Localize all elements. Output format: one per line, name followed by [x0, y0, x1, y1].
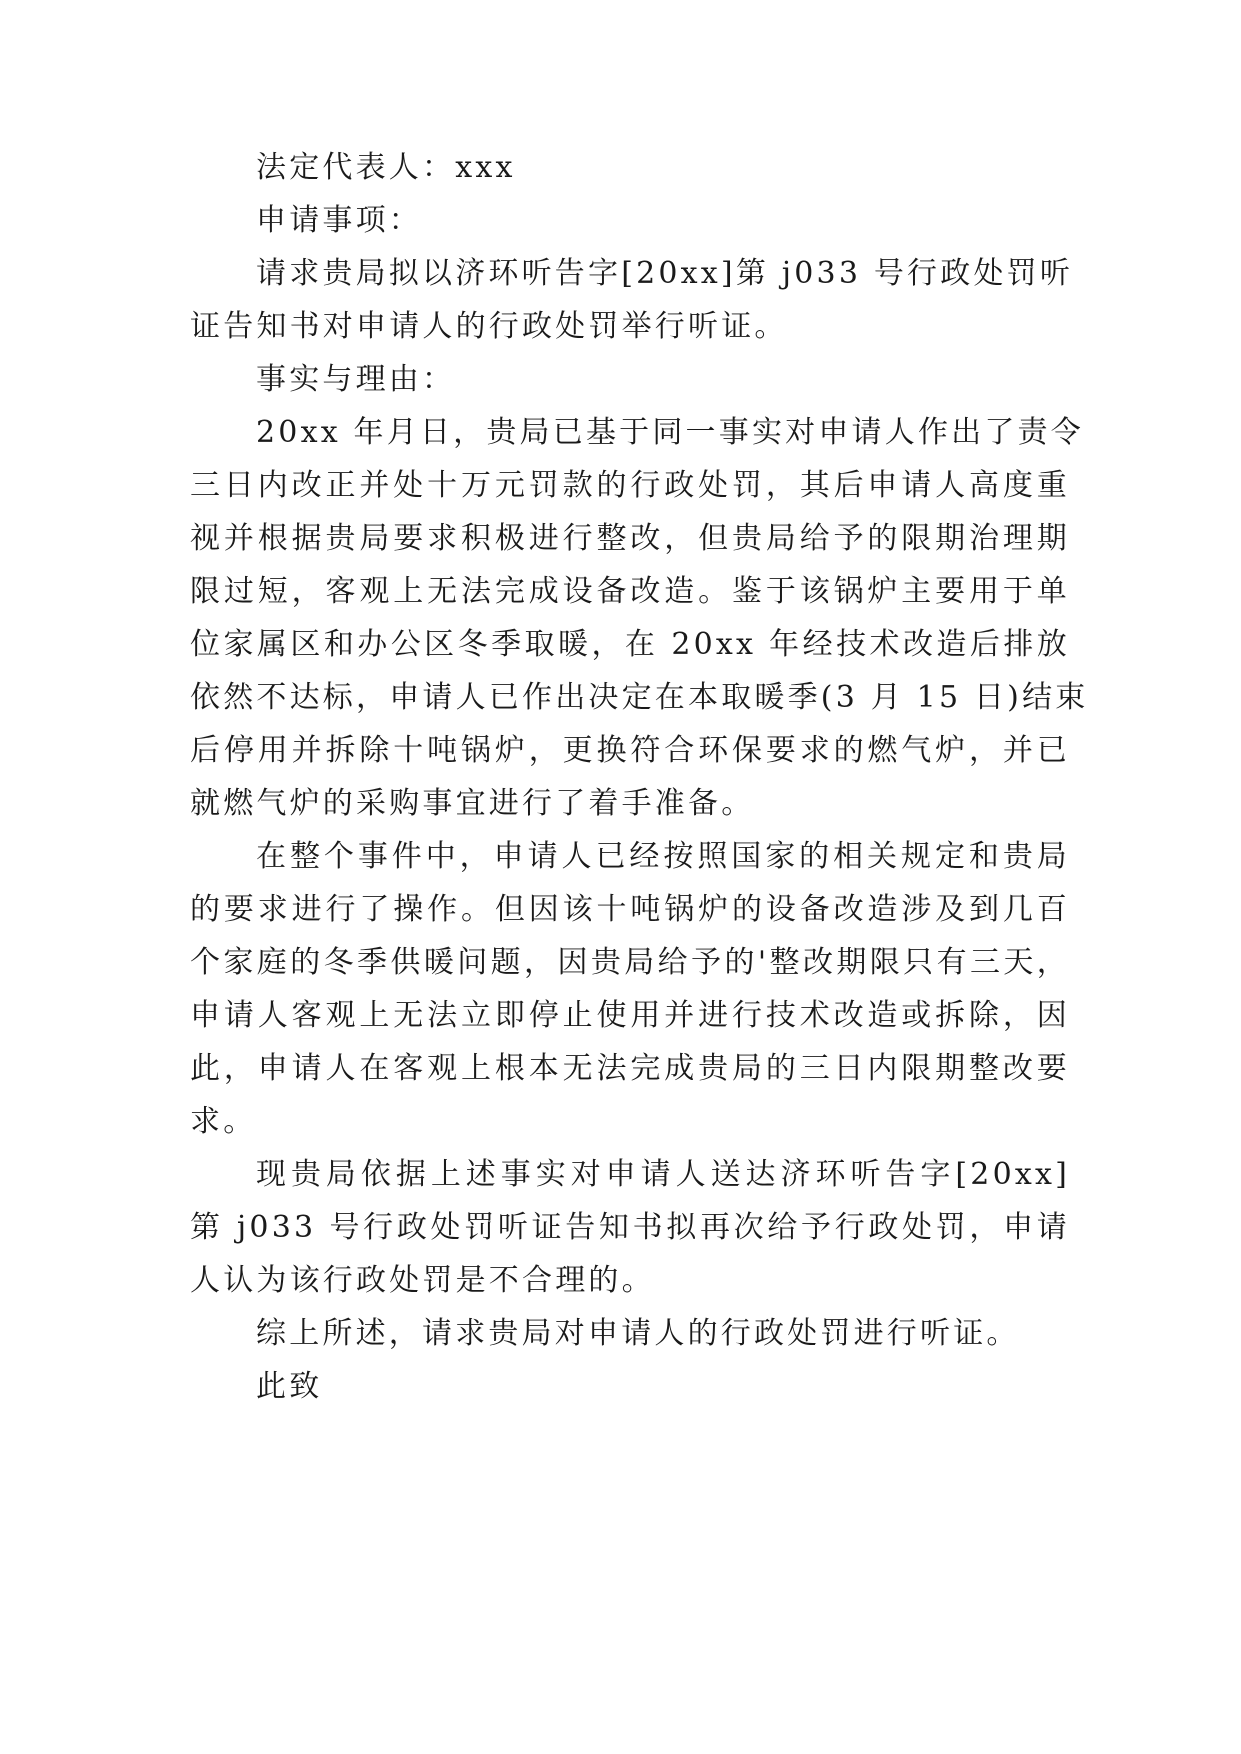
paragraph-line: 依然不达标，申请人已作出决定在本取暖季(3 月 15 日)结束 [190, 680, 1089, 715]
paragraph-line: 的要求进行了操作。但因该十吨锅炉的设备改造涉及到几百 [190, 892, 1070, 927]
salutation-line: 此致 [256, 1369, 323, 1404]
paragraph-line: 20xx 年月日，贵局已基于同一事实对申请人作出了责令 [256, 415, 1084, 450]
paragraph-line: 个家庭的冬季供暖问题，因贵局给予的'整改期限只有三天， [190, 945, 1070, 980]
paragraph-line: 后停用并拆除十吨锅炉，更换符合环保要求的燃气炉，并已 [190, 733, 1070, 768]
conclusion-line: 综上所述，请求贵局对申请人的行政处罚进行听证。 [256, 1316, 1020, 1351]
paragraph-line: 第 j033 号行政处罚听证告知书拟再次给予行政处罚，申请 [190, 1210, 1070, 1245]
paragraph-line: 位家属区和办公区冬季取暖，在 20xx 年经技术改造后排放 [190, 627, 1070, 662]
paragraph-line: 证告知书对申请人的行政处罚举行听证。 [190, 309, 788, 344]
facts-reasons-heading: 事实与理由： [256, 362, 456, 397]
paragraph-line: 就燃气炉的采购事宜进行了着手准备。 [190, 786, 755, 821]
paragraph-line: 现贵局依据上述事实对申请人送达济环听告字[20xx] [256, 1157, 1070, 1192]
paragraph-line: 申请人客观上无法立即停止使用并进行技术改造或拆除，因 [190, 998, 1070, 1033]
paragraph-line: 求。 [190, 1104, 257, 1139]
paragraph-line: 三日内改正并处十万元罚款的行政处罚，其后申请人高度重 [190, 468, 1070, 503]
paragraph-line: 视并根据贵局要求积极进行整改，但贵局给予的限期治理期 [190, 521, 1070, 556]
paragraph-line: 请求贵局拟以济环听告字[20xx]第 j033 号行政处罚听 [256, 256, 1074, 291]
paragraph-line: 在整个事件中，申请人已经按照国家的相关规定和贵局 [256, 839, 1070, 874]
paragraph-line: 限过短，客观上无法完成设备改造。鉴于该锅炉主要用于单 [190, 574, 1070, 609]
paragraph-line: 此，申请人在客观上根本无法完成贵局的三日内限期整改要 [190, 1051, 1070, 1086]
legal-representative-line: 法定代表人：xxx [256, 150, 516, 185]
application-items-heading: 申请事项： [256, 203, 422, 238]
paragraph-line: 人认为该行政处罚是不合理的。 [190, 1263, 655, 1298]
